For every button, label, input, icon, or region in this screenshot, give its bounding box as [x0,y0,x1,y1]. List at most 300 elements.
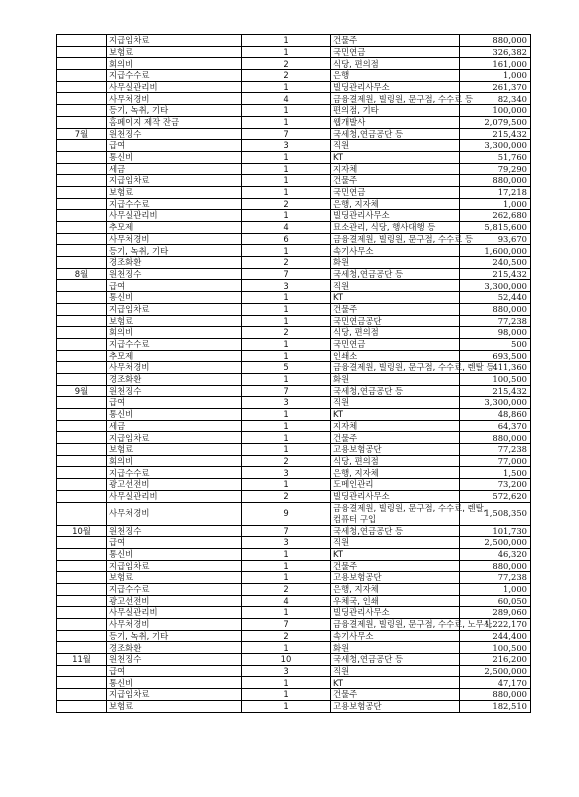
amount-cell: 48,860 [460,409,531,421]
amount-cell: 215,432 [460,385,531,397]
amount-cell: 880,000 [460,35,531,47]
amount-cell: 693,500 [460,350,531,362]
month-cell: 9월 [57,385,107,397]
count-cell: 3 [242,537,331,549]
amount-cell: 261,370 [460,81,531,93]
amount-cell: 161,000 [460,58,531,70]
count-cell: 1 [242,46,331,58]
vendor-cell: 금융결제원, 빌링원, 문구점, 수수료, 렌탈 등 [331,362,460,374]
item-cell: 사무처경비 [107,362,242,374]
count-cell: 1 [242,420,331,432]
table-row [57,303,531,315]
vendor-line-1: 금융결제원, 빌링원, 문구점, 수수료, 렌탈, [333,502,487,513]
item-cell: 보험료 [107,46,242,58]
month-cell [57,560,107,572]
table-row [57,502,531,525]
count-cell: 1 [242,560,331,572]
item-cell: 회의비 [107,58,242,70]
item-cell: 지급수수료 [107,70,242,82]
vendor-cell: KT [331,151,460,163]
count-cell: 1 [242,700,331,712]
item-cell: 통신비 [107,409,242,421]
month-cell [57,198,107,210]
table-row [57,689,531,701]
count-cell: 1 [242,350,331,362]
count-cell: 1 [242,572,331,584]
table-row [57,619,531,631]
count-cell: 9 [242,502,331,525]
amount-cell: 52,440 [460,292,531,304]
count-cell: 1 [242,175,331,187]
table-row [57,572,531,584]
amount-cell: 93,670 [460,233,531,245]
item-cell: 원천징수 [107,385,242,397]
item-cell: 지급임차료 [107,35,242,47]
month-cell [57,362,107,374]
count-cell: 1 [242,116,331,128]
month-cell: 7월 [57,128,107,140]
vendor-cell: 화원 [331,257,460,269]
month-cell [57,186,107,198]
count-cell: 7 [242,128,331,140]
table-row [57,432,531,444]
vendor-cell: 은행, 지자체 [331,198,460,210]
count-cell: 4 [242,222,331,234]
item-cell: 지급수수료 [107,467,242,479]
amount-cell: 98,000 [460,327,531,339]
vendor-cell: 은행 [331,70,460,82]
count-cell: 2 [242,455,331,467]
month-cell [57,665,107,677]
vendor-cell: 직원 [331,140,460,152]
vendor-cell: 식당, 편의점 [331,327,460,339]
item-cell: 추모제 [107,350,242,362]
table-row [57,642,531,654]
count-cell: 4 [242,595,331,607]
amount-cell: 215,432 [460,268,531,280]
item-cell: 홈페이지 제작 잔금 [107,116,242,128]
count-cell: 3 [242,467,331,479]
vendor-cell: 건물주 [331,560,460,572]
month-cell [57,292,107,304]
month-cell [57,548,107,560]
table-row [57,385,531,397]
table-row [57,81,531,93]
table-row [57,58,531,70]
vendor-cell: 빌딩관리사무소 [331,81,460,93]
amount-cell: 60,050 [460,595,531,607]
vendor-cell: 국세청,연금공단 등 [331,525,460,537]
count-cell: 2 [242,490,331,502]
vendor-cell: 속기사무소 [331,630,460,642]
count-cell: 1 [242,35,331,47]
item-cell: 급여 [107,397,242,409]
vendor-cell: 건물주 [331,175,460,187]
vendor-cell: 웹개발사 [331,116,460,128]
amount-cell: 880,000 [460,560,531,572]
item-cell: 원천징수 [107,128,242,140]
vendor-cell: 건물주 [331,689,460,701]
item-cell: 지급수수료 [107,198,242,210]
vendor-cell: 식당, 편의점 [331,455,460,467]
table-row [57,210,531,222]
count-cell: 1 [242,479,331,491]
table-row [57,548,531,560]
vendor-cell: 빌딩관리사무소 [331,210,460,222]
item-cell: 보험료 [107,444,242,456]
count-cell: 7 [242,525,331,537]
table-row [57,654,531,666]
month-cell [57,619,107,631]
vendor-cell: 금융결제원, 빌링원, 문구점, 수수료, 노무사 [331,619,460,631]
month-cell [57,303,107,315]
item-cell: 원천징수 [107,268,242,280]
month-cell [57,397,107,409]
month-cell [57,210,107,222]
count-cell: 4 [242,93,331,105]
vendor-cell: 편의점, 기타 [331,105,460,117]
vendor-cell: 직원 [331,397,460,409]
item-cell: 지급수수료 [107,583,242,595]
count-cell: 1 [242,607,331,619]
item-cell: 급여 [107,140,242,152]
table-row [57,362,531,374]
table-row [57,292,531,304]
table-row [57,373,531,385]
item-cell: 지급수수료 [107,338,242,350]
amount-cell: 216,200 [460,654,531,666]
count-cell: 2 [242,583,331,595]
table-row [57,630,531,642]
table-row [57,444,531,456]
count-cell: 1 [242,105,331,117]
table-row [57,245,531,257]
amount-cell: 262,680 [460,210,531,222]
count-cell: 3 [242,397,331,409]
item-cell: 통신비 [107,151,242,163]
amount-cell: 244,400 [460,630,531,642]
month-cell [57,58,107,70]
vendor-cell: 묘소관리, 식당, 행사대행 등 [331,222,460,234]
vendor-cell: 건물주 [331,432,460,444]
vendor-cell: 직원 [331,537,460,549]
item-cell: 사무실관리비 [107,210,242,222]
item-cell: 세금 [107,163,242,175]
amount-cell: 77,238 [460,315,531,327]
count-cell: 10 [242,654,331,666]
month-cell [57,222,107,234]
month-cell [57,93,107,105]
vendor-cell: 고용보험공단 [331,700,460,712]
count-cell: 7 [242,619,331,631]
month-cell [57,572,107,584]
amount-cell: 3,300,000 [460,397,531,409]
count-cell: 2 [242,630,331,642]
count-cell: 2 [242,198,331,210]
vendor-cell: 지자체 [331,420,460,432]
item-cell: 통신비 [107,548,242,560]
amount-cell: 3,300,000 [460,280,531,292]
vendor-cell: 국세청,연금공단 등 [331,654,460,666]
count-cell: 1 [242,292,331,304]
item-cell: 지급임차료 [107,303,242,315]
vendor-cell: 국세청,연금공단 등 [331,128,460,140]
table-row [57,315,531,327]
vendor-cell: 빌딩관리사무소 [331,607,460,619]
vendor-cell: 도메인관리 [331,479,460,491]
month-cell [57,677,107,689]
vendor-cell: 금융결제원, 빌링원, 문구점, 수수료 등 [331,233,460,245]
item-cell: 회의비 [107,455,242,467]
count-cell: 3 [242,665,331,677]
vendor-line-2: 컴퓨터 구입 [333,514,377,524]
item-cell: 사무처경비 [107,619,242,631]
item-cell: 보험료 [107,315,242,327]
amount-cell: 572,620 [460,490,531,502]
item-cell: 사무처경비 [107,502,242,525]
month-cell [57,583,107,595]
table-row [57,93,531,105]
table-row [57,479,531,491]
table-row [57,583,531,595]
vendor-cell: 국민연금 [331,46,460,58]
item-cell: 지급임차료 [107,689,242,701]
month-cell [57,607,107,619]
vendor-cell: 국세청,연금공단 등 [331,268,460,280]
amount-cell: 1,000 [460,70,531,82]
month-cell [57,630,107,642]
item-cell: 지급임차료 [107,432,242,444]
count-cell: 1 [242,432,331,444]
month-cell [57,81,107,93]
vendor-cell: 국민연금공단 [331,315,460,327]
count-cell: 1 [242,338,331,350]
table-row [57,186,531,198]
vendor-cell: 국세청,연금공단 등 [331,385,460,397]
table-row [57,700,531,712]
table-row [57,116,531,128]
vendor-cell: 빌딩관리사무소 [331,490,460,502]
month-cell [57,46,107,58]
month-cell [57,373,107,385]
vendor-cell: 속기사무소 [331,245,460,257]
item-cell: 급여 [107,537,242,549]
month-cell [57,479,107,491]
month-cell [57,233,107,245]
table-row [57,268,531,280]
amount-cell: 215,432 [460,128,531,140]
table-row [57,163,531,175]
month-cell [57,350,107,362]
count-cell: 1 [242,210,331,222]
amount-cell: 101,730 [460,525,531,537]
month-cell [57,537,107,549]
item-cell: 원천징수 [107,654,242,666]
amount-cell: 1,600,000 [460,245,531,257]
table-row [57,46,531,58]
table-row [57,140,531,152]
table-row [57,198,531,210]
table-row [57,455,531,467]
amount-cell: 880,000 [460,432,531,444]
month-cell [57,116,107,128]
vendor-cell: 식당, 편의점 [331,58,460,70]
item-cell: 지급임차료 [107,560,242,572]
item-cell: 추모제 [107,222,242,234]
vendor-cell: 국민연금 [331,186,460,198]
amount-cell: 100,000 [460,105,531,117]
vendor-cell: 건물주 [331,35,460,47]
month-cell [57,105,107,117]
vendor-cell: 직원 [331,665,460,677]
vendor-cell: 화원 [331,373,460,385]
item-cell: 세금 [107,420,242,432]
month-cell [57,444,107,456]
table-row [57,280,531,292]
vendor-cell: 인쇄소 [331,350,460,362]
count-cell: 3 [242,140,331,152]
item-cell: 보험료 [107,572,242,584]
amount-cell: 411,360 [460,362,531,374]
amount-cell: 1,000 [460,198,531,210]
vendor-cell: KT [331,409,460,421]
month-cell [57,175,107,187]
table-row [57,128,531,140]
count-cell: 2 [242,257,331,269]
amount-cell: 880,000 [460,175,531,187]
month-cell [57,151,107,163]
month-cell [57,409,107,421]
count-cell: 1 [242,81,331,93]
amount-cell: 326,382 [460,46,531,58]
item-cell: 경조화환 [107,257,242,269]
month-cell: 10월 [57,525,107,537]
month-cell [57,502,107,525]
expense-table [56,34,531,713]
count-cell: 5 [242,362,331,374]
month-cell [57,455,107,467]
vendor-cell: 직원 [331,280,460,292]
count-cell: 1 [242,689,331,701]
vendor-cell: 화원 [331,642,460,654]
count-cell: 1 [242,409,331,421]
amount-cell: 77,238 [460,572,531,584]
table-row [57,70,531,82]
count-cell: 3 [242,280,331,292]
count-cell: 1 [242,642,331,654]
item-cell: 경조화환 [107,642,242,654]
table-row [57,397,531,409]
count-cell: 1 [242,315,331,327]
count-cell: 1 [242,163,331,175]
count-cell: 7 [242,385,331,397]
item-cell: 지급임차료 [107,175,242,187]
item-cell: 사무실관리비 [107,607,242,619]
amount-cell: 2,500,000 [460,537,531,549]
month-cell: 11월 [57,654,107,666]
item-cell: 급여 [107,665,242,677]
vendor-cell: KT [331,292,460,304]
amount-cell: 46,320 [460,548,531,560]
amount-cell: 880,000 [460,689,531,701]
vendor-cell: KT [331,548,460,560]
item-cell: 사무실관리비 [107,490,242,502]
month-cell [57,280,107,292]
count-cell: 2 [242,70,331,82]
vendor-cell: KT [331,677,460,689]
vendor-cell: 건물주 [331,303,460,315]
table-row [57,222,531,234]
table-row [57,595,531,607]
item-cell: 광고선전비 [107,595,242,607]
month-cell [57,420,107,432]
count-cell: 1 [242,303,331,315]
amount-cell: 500 [460,338,531,350]
amount-cell: 73,200 [460,479,531,491]
month-cell [57,700,107,712]
item-cell: 원천징수 [107,525,242,537]
amount-cell: 17,218 [460,186,531,198]
table-row [57,665,531,677]
item-cell: 통신비 [107,677,242,689]
table-row [57,409,531,421]
table-row [57,350,531,362]
item-cell: 사무실관리비 [107,81,242,93]
month-cell [57,490,107,502]
amount-cell: 880,000 [460,303,531,315]
count-cell: 7 [242,268,331,280]
expense-table-body [57,35,531,713]
item-cell: 사무처경비 [107,93,242,105]
month-cell [57,689,107,701]
table-row [57,105,531,117]
month-cell [57,467,107,479]
amount-cell: 1,508,350 [460,502,531,525]
count-cell: 1 [242,245,331,257]
month-cell [57,163,107,175]
amount-cell: 77,000 [460,455,531,467]
vendor-cell: 은행, 지자체 [331,467,460,479]
item-cell: 보험료 [107,186,242,198]
month-cell [57,595,107,607]
table-row [57,537,531,549]
vendor-cell: 지자체 [331,163,460,175]
vendor-cell: 은행, 지자체 [331,583,460,595]
count-cell: 2 [242,327,331,339]
month-cell: 8월 [57,268,107,280]
month-cell [57,70,107,82]
month-cell [57,140,107,152]
vendor-cell: 금융결제원, 빌링원, 문구점, 수수료 등 [331,93,460,105]
amount-cell: 182,510 [460,700,531,712]
item-cell: 등기, 녹취, 기타 [107,630,242,642]
item-cell: 사무처경비 [107,233,242,245]
item-cell: 광고선전비 [107,479,242,491]
amount-cell: 2,500,000 [460,665,531,677]
amount-cell: 2,079,500 [460,116,531,128]
table-row [57,257,531,269]
month-cell [57,338,107,350]
amount-cell: 82,340 [460,93,531,105]
month-cell [57,315,107,327]
table-row [57,35,531,47]
month-cell [57,257,107,269]
item-cell: 통신비 [107,292,242,304]
table-row [57,338,531,350]
month-cell [57,245,107,257]
item-cell: 등기, 녹취, 기타 [107,105,242,117]
count-cell: 1 [242,151,331,163]
